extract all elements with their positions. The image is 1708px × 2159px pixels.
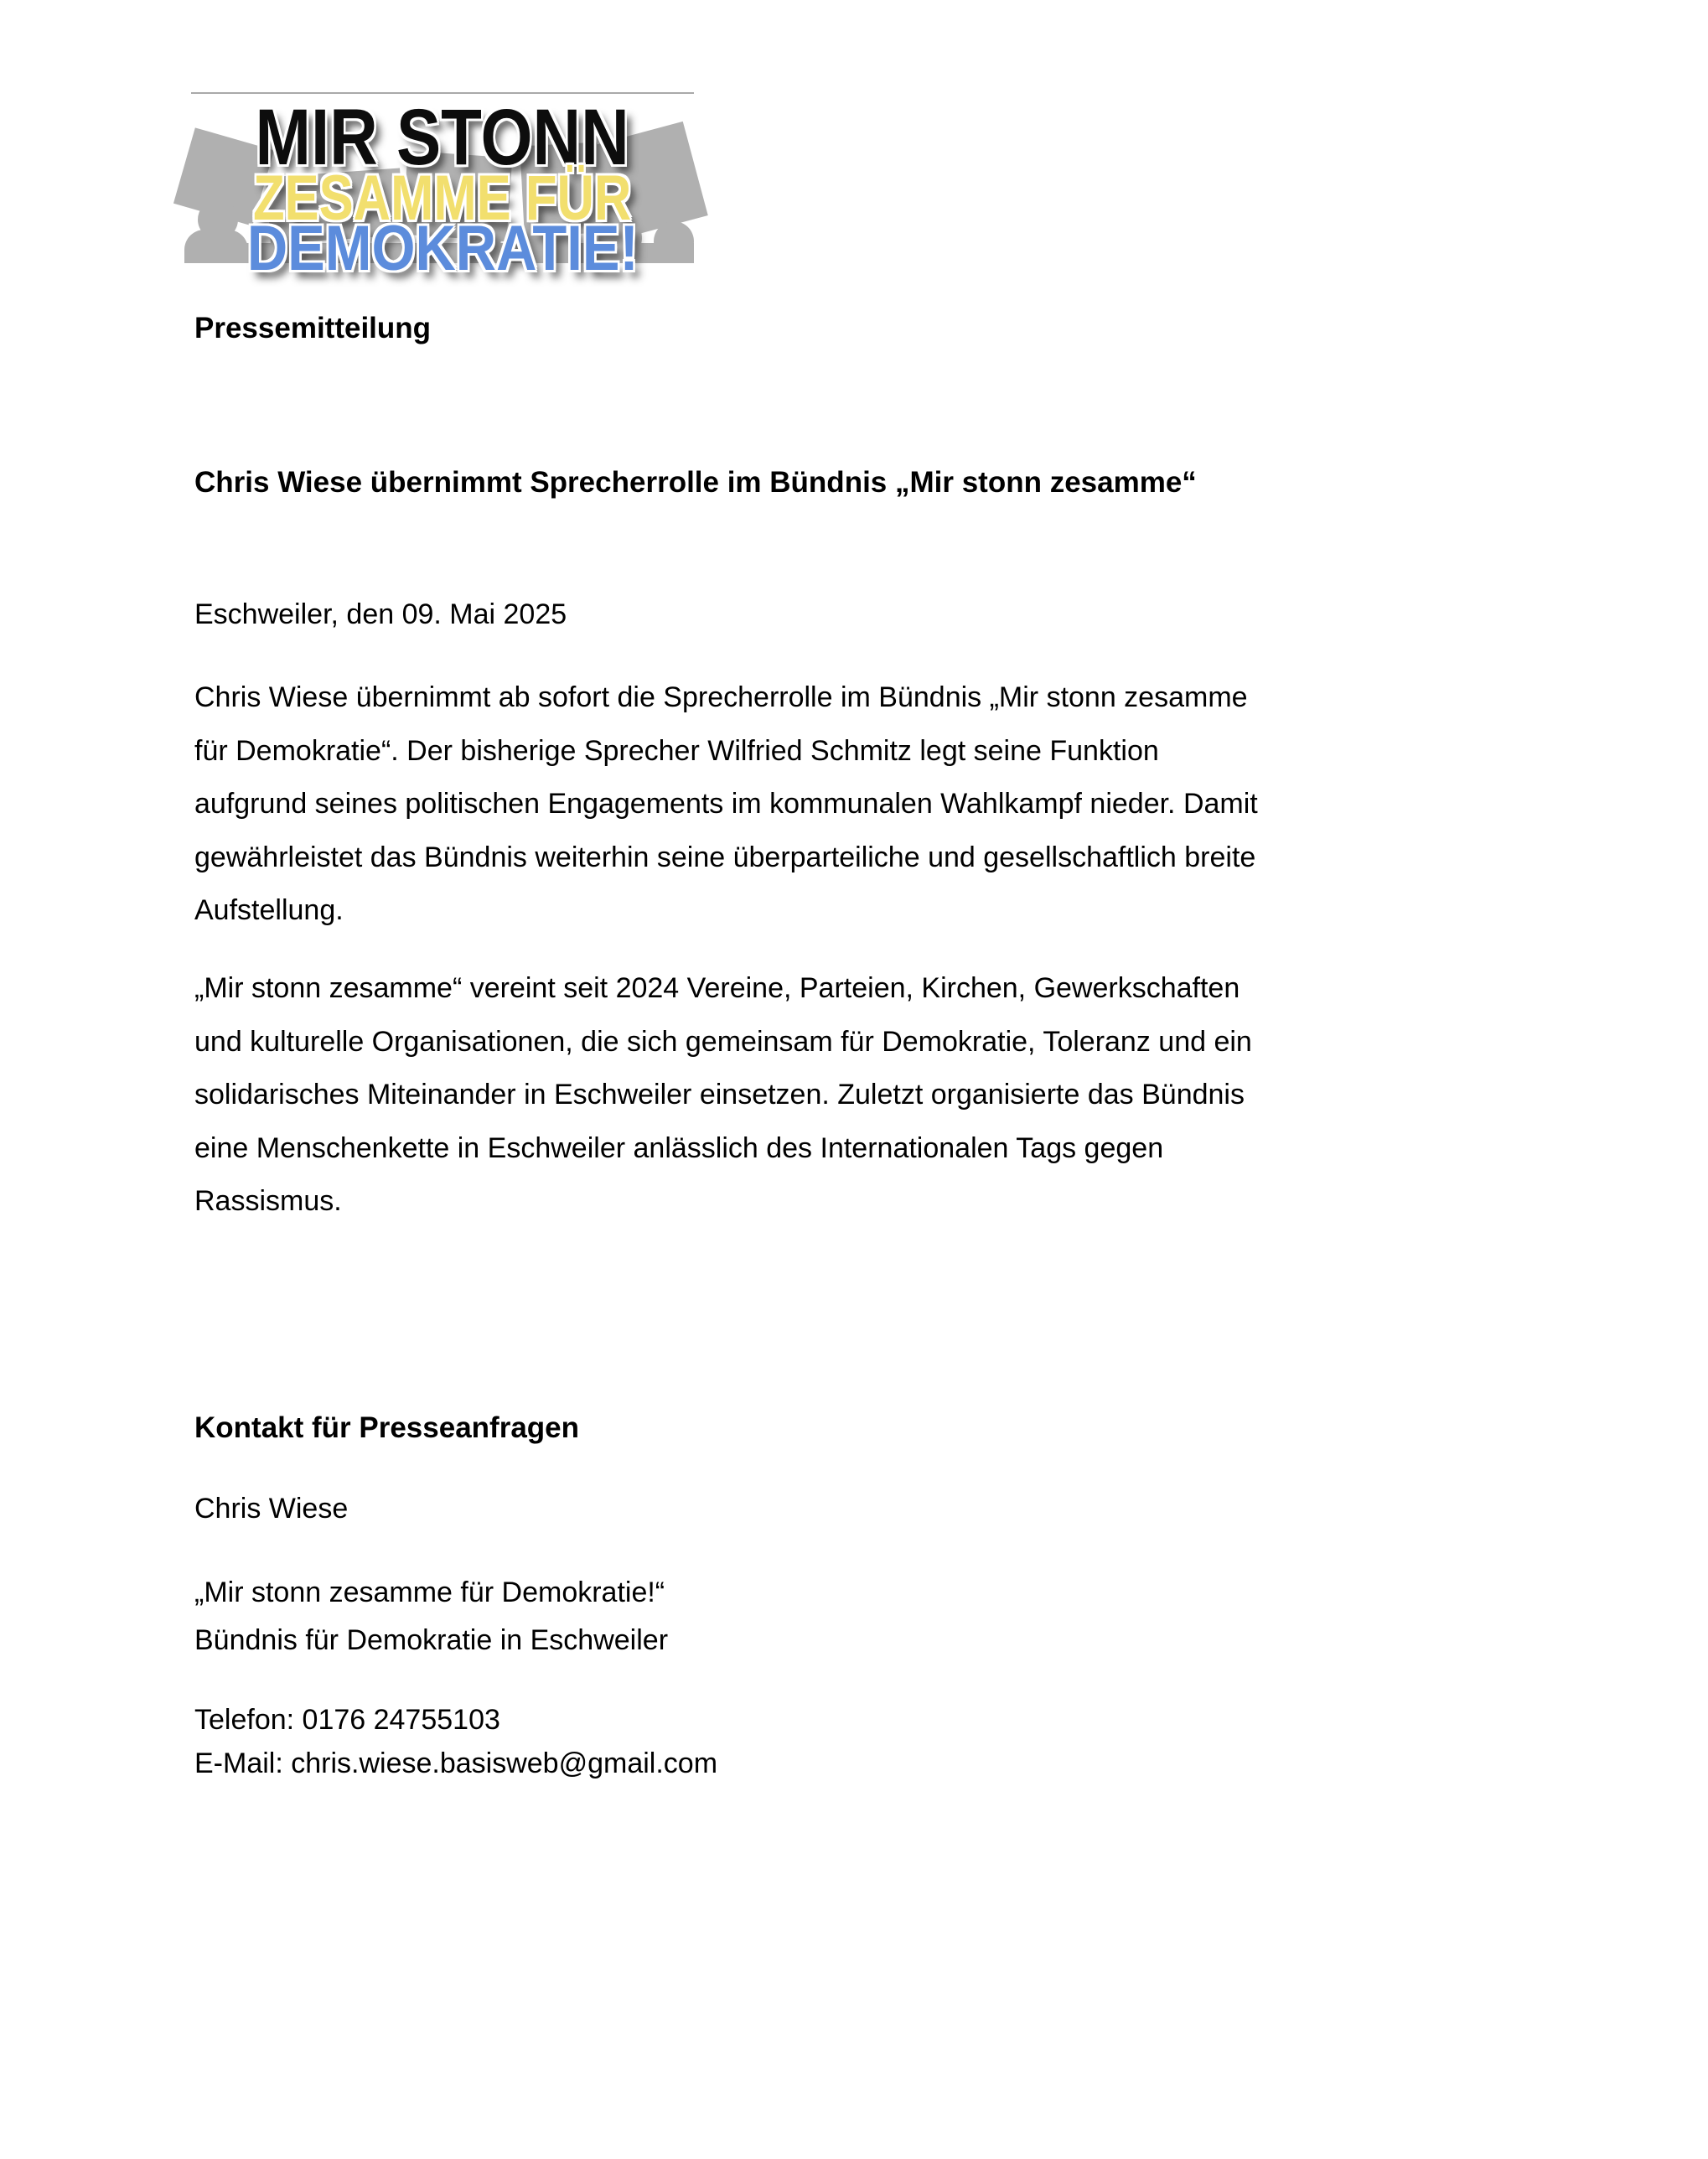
contact-section-heading: Kontakt für Presseanfragen [194, 1411, 580, 1444]
logo-line-demokratie [191, 213, 694, 284]
logo-line-1-text: MIR STONN [255, 92, 630, 182]
contact-person-name: Chris Wiese [194, 1493, 349, 1525]
contact-phone-email: Telefon: 0176 24755103 E-Mail: chris.wiese.basisweb@gmail.com [194, 1704, 718, 1779]
dateline: Eschweiler, den 09. Mai 2025 [194, 598, 567, 630]
alliance-logo [191, 92, 694, 284]
body-paragraph-2: „Mir stonn zesamme“ vereint seit 2024 Vereine, Parteien, Kirchen, Gewerkschaften und kulturelle Organisationen, die sich gemeinsam für Demokratie, Toleranz und ein solidarisches Miteinander in Eschweiler einsetzen. Zuletzt organisierte das Bündnis eine Menschenkette in Eschweiler anlässlich des Internationalen Tags gegen Rassismus. [194, 972, 1252, 1217]
press-release-kicker: Pressemitteilung [194, 312, 432, 344]
logo-text [191, 92, 694, 284]
press-release-title: Chris Wiese übernimmt Sprecherrolle im Bündnis „Mir stonn zesamme“ [194, 466, 1197, 499]
logo-line-3-text: DEMOKRATIE! [246, 213, 639, 284]
logo-line-2-text: ZESAMME FÜR [253, 163, 632, 234]
contact-organization: „Mir stonn zesamme für Demokratie!“ Bündnis für Demokratie in Eschweiler [194, 1577, 669, 1656]
body-paragraph-1: Chris Wiese übernimmt ab sofort die Sprecherrolle im Bündnis „Mir stonn zesamme für Demokratie“. Der bisherige Sprecher Wilfried Schmitz legt seine Funktion aufgrund seines politischen Engagements im kommunalen Wahlkampf nieder. Damit gewährleistet das Bündnis weiterhin seine überparteiliche und gesellschaftlich breite Aufstellung. [194, 681, 1258, 926]
